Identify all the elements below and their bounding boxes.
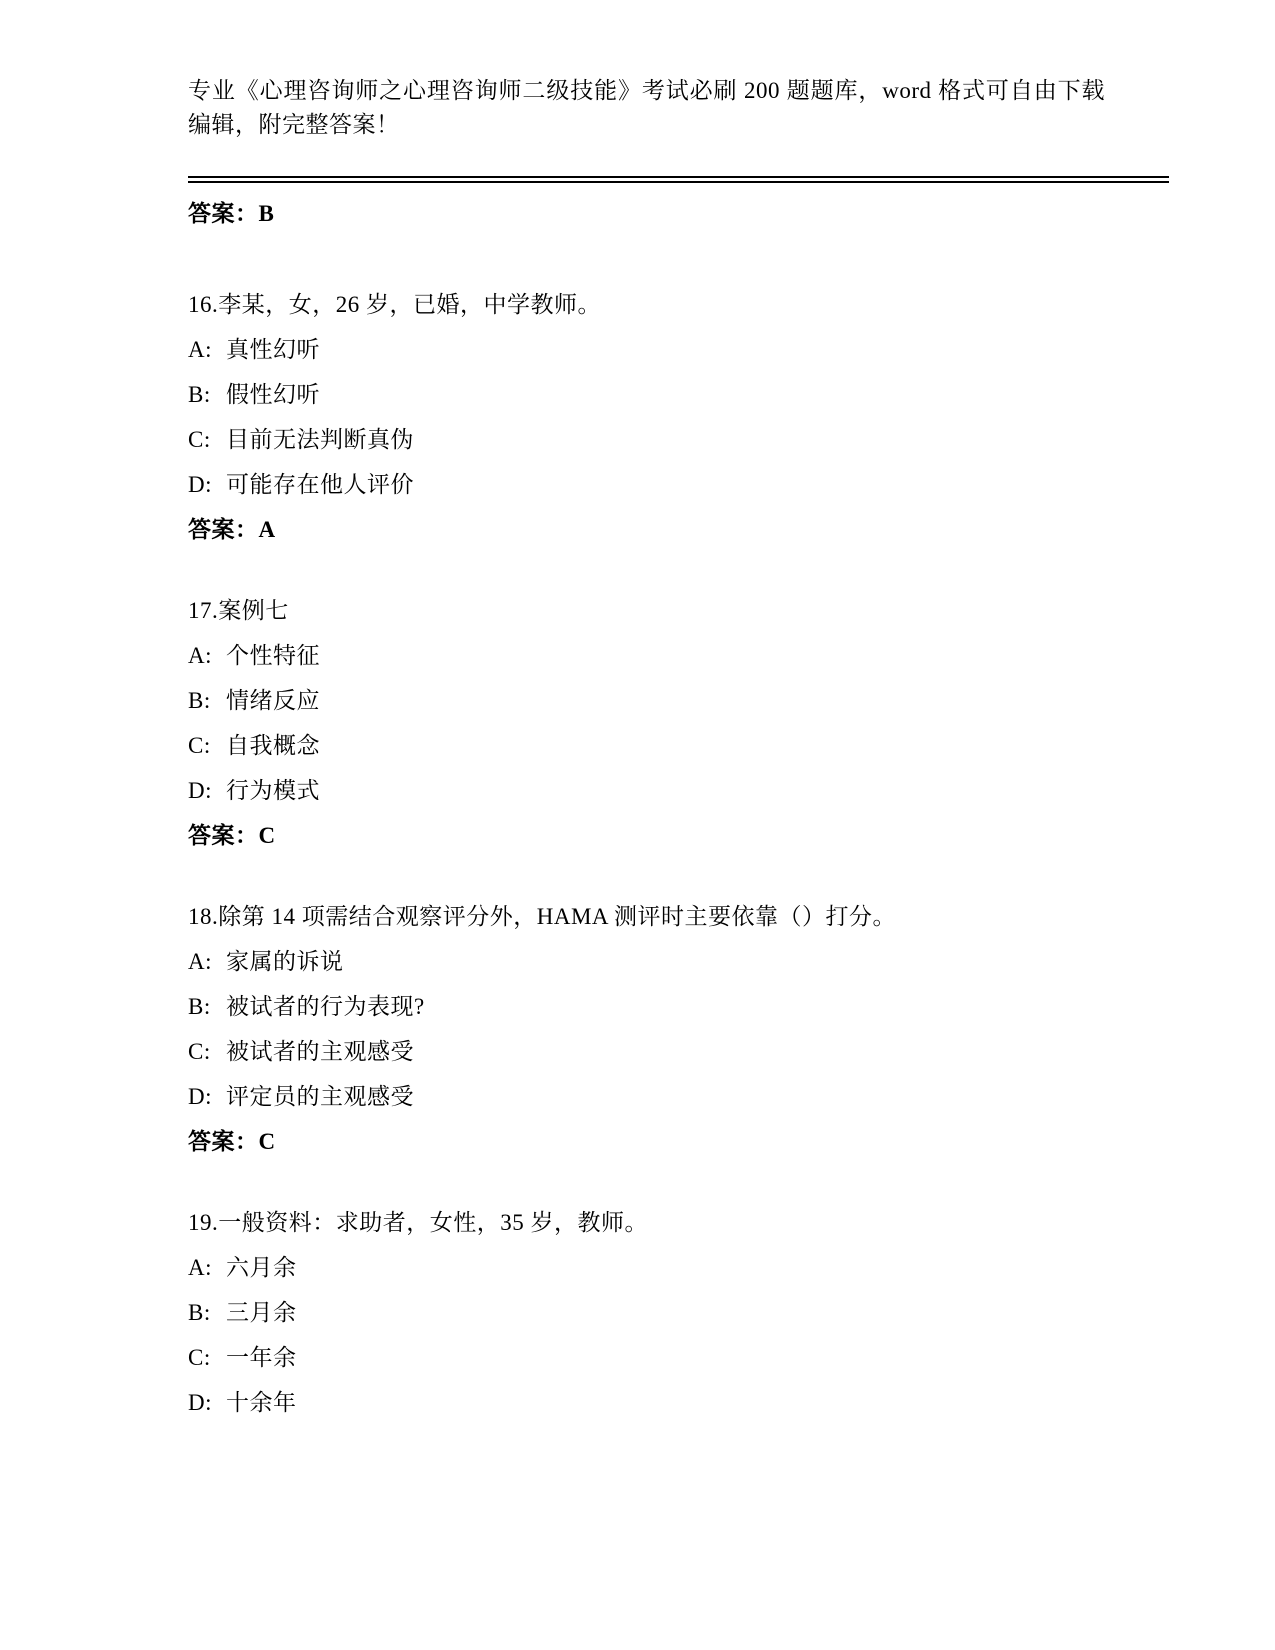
option-label: A: <box>188 1255 212 1280</box>
option-row <box>188 1385 1105 1420</box>
question-block-16 <box>188 287 1105 547</box>
option-label: D: <box>188 778 212 803</box>
option-row <box>188 728 1105 763</box>
option-text: 假性幻听 <box>226 382 320 407</box>
question-block-17 <box>188 593 1105 853</box>
option-text: 目前无法判断真伪 <box>226 427 414 452</box>
question-text: 18.除第 14 项需结合观察评分外，HAMA 测评时主要依靠（）打分。 <box>188 904 897 929</box>
option-label: D: <box>188 1390 212 1415</box>
option-row <box>188 467 1105 502</box>
option-label: C: <box>188 427 211 452</box>
option-row <box>188 1295 1105 1330</box>
option-row <box>188 1079 1105 1114</box>
option-text: 行为模式 <box>226 778 320 803</box>
answer-line: 答案：C <box>188 823 276 848</box>
option-label: C: <box>188 1039 211 1064</box>
option-row <box>188 1034 1105 1069</box>
option-row <box>188 377 1105 412</box>
option-row <box>188 773 1105 808</box>
header-divider-rule <box>188 176 1169 183</box>
document-header-text: 专业《心理咨询师之心理咨询师二级技能》考试必刷 200 题题库，word 格式可自由下载编辑，附完整答案！ <box>188 78 1105 137</box>
option-label: A: <box>188 949 212 974</box>
answer-line-q15: 答案：B <box>188 201 275 226</box>
option-text: 评定员的主观感受 <box>226 1084 414 1109</box>
option-text: 情绪反应 <box>226 688 320 713</box>
option-label: A: <box>188 337 212 362</box>
option-label: C: <box>188 733 211 758</box>
option-text: 六月余 <box>226 1255 297 1280</box>
answer-line: 答案：A <box>188 517 276 542</box>
option-text: 真性幻听 <box>226 337 320 362</box>
option-label: B: <box>188 1300 211 1325</box>
option-label: B: <box>188 382 211 407</box>
option-label: B: <box>188 688 211 713</box>
question-block-19 <box>188 1205 1105 1420</box>
option-label: B: <box>188 994 211 1019</box>
option-text: 可能存在他人评价 <box>226 472 414 497</box>
option-text: 被试者的行为表现? <box>226 994 425 1019</box>
option-row <box>188 1340 1105 1375</box>
answer-line: 答案：C <box>188 1129 276 1154</box>
option-text: 个性特征 <box>226 643 320 668</box>
question-text: 17.案例七 <box>188 598 289 623</box>
option-row <box>188 638 1105 673</box>
question-text: 19.一般资料：求助者，女性，35 岁，教师。 <box>188 1210 648 1235</box>
option-row <box>188 332 1105 367</box>
question-text: 16.李某，女，26 岁，已婚，中学教师。 <box>188 292 601 317</box>
option-label: D: <box>188 472 212 497</box>
question-block-18 <box>188 899 1105 1159</box>
option-text: 家属的诉说 <box>226 949 344 974</box>
option-text: 被试者的主观感受 <box>226 1039 414 1064</box>
option-row <box>188 1250 1105 1285</box>
option-row <box>188 683 1105 718</box>
option-row <box>188 422 1105 457</box>
option-row <box>188 944 1105 979</box>
option-text: 一年余 <box>226 1345 297 1370</box>
option-text: 十余年 <box>226 1390 297 1415</box>
option-row <box>188 989 1105 1024</box>
option-label: C: <box>188 1345 211 1370</box>
option-text: 三月余 <box>226 1300 297 1325</box>
option-label: A: <box>188 643 212 668</box>
option-label: D: <box>188 1084 212 1109</box>
option-text: 自我概念 <box>226 733 320 758</box>
